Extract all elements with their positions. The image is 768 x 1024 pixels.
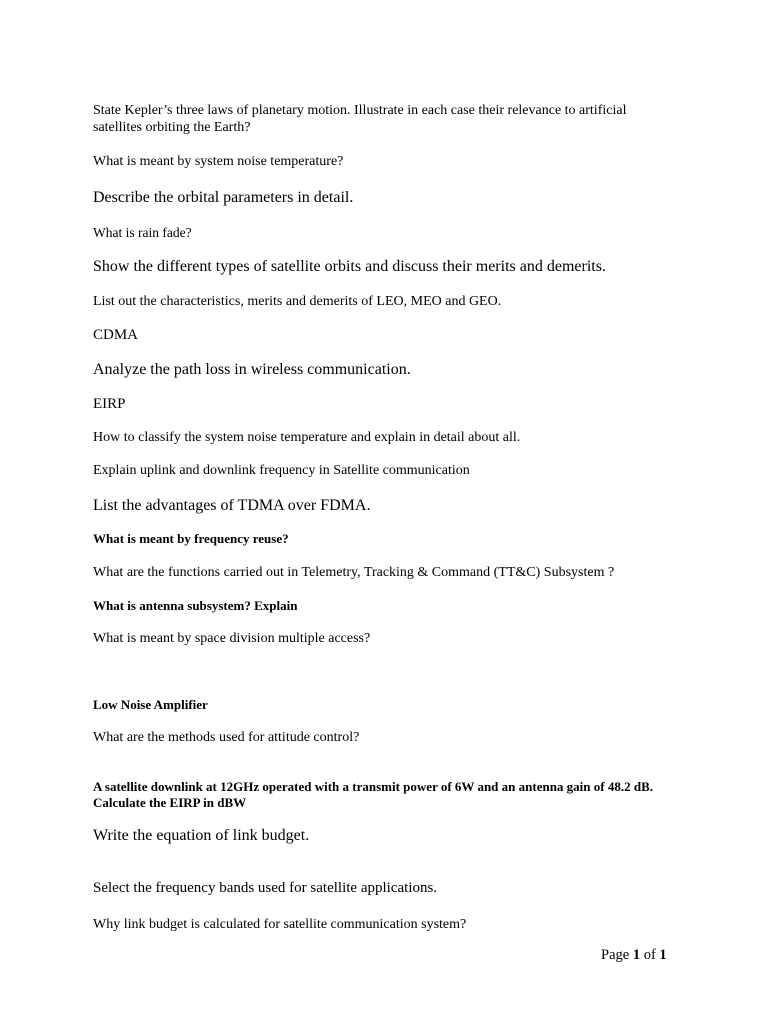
question-8: Analyze the path loss in wireless communication. (93, 361, 411, 378)
total-pages-number: 1 (659, 947, 667, 963)
question-19: A satellite downlink at 12GHz operated with a transmit power of 6W and an antenna gain of 48.2 dB. Calculate the EIRP in dBW (93, 779, 654, 810)
question-9: EIRP (93, 396, 126, 412)
question-11: Explain uplink and downlink frequency in Satellite communication (93, 463, 470, 478)
question-1: State Kepler’s three laws of planetary motion. Illustrate in each case their relevance to artificial satellites orbiting the Earth? (93, 103, 627, 135)
page-label: Page (601, 947, 630, 963)
question-6: List out the characteristics, merits and demerits of LEO, MEO and GEO. (93, 294, 502, 309)
question-7: CDMA (93, 327, 139, 343)
question-17: Low Noise Amplifier (93, 697, 208, 712)
current-page-number: 1 (632, 947, 641, 963)
question-13: What is meant by frequency reuse? (93, 531, 289, 546)
page-number-footer (601, 946, 667, 964)
question-21: Select the frequency bands used for satellite applications. (93, 880, 438, 896)
question-4: What is rain fade? (93, 225, 192, 240)
question-5: Show the different types of satellite orbits and discuss their merits and demerits. (93, 258, 606, 275)
question-3: Describe the orbital parameters in detail. (93, 189, 354, 206)
question-12: List the advantages of TDMA over FDMA. (93, 497, 371, 514)
question-14: What are the functions carried out in Telemetry, Tracking & Command (TT&C) Subsystem ? (93, 565, 615, 580)
question-22: Why link budget is calculated for satellite communication system? (93, 917, 467, 932)
question-18: What are the methods used for attitude control? (93, 730, 360, 745)
of-label: of (643, 947, 656, 963)
question-15: What is antenna subsystem? Explain (93, 598, 298, 613)
question-20: Write the equation of link budget. (93, 827, 310, 844)
question-2: What is meant by system noise temperature? (93, 154, 344, 169)
question-16: What is meant by space division multiple access? (93, 631, 371, 646)
question-10: How to classify the system noise temperature and explain in detail about all. (93, 430, 521, 445)
